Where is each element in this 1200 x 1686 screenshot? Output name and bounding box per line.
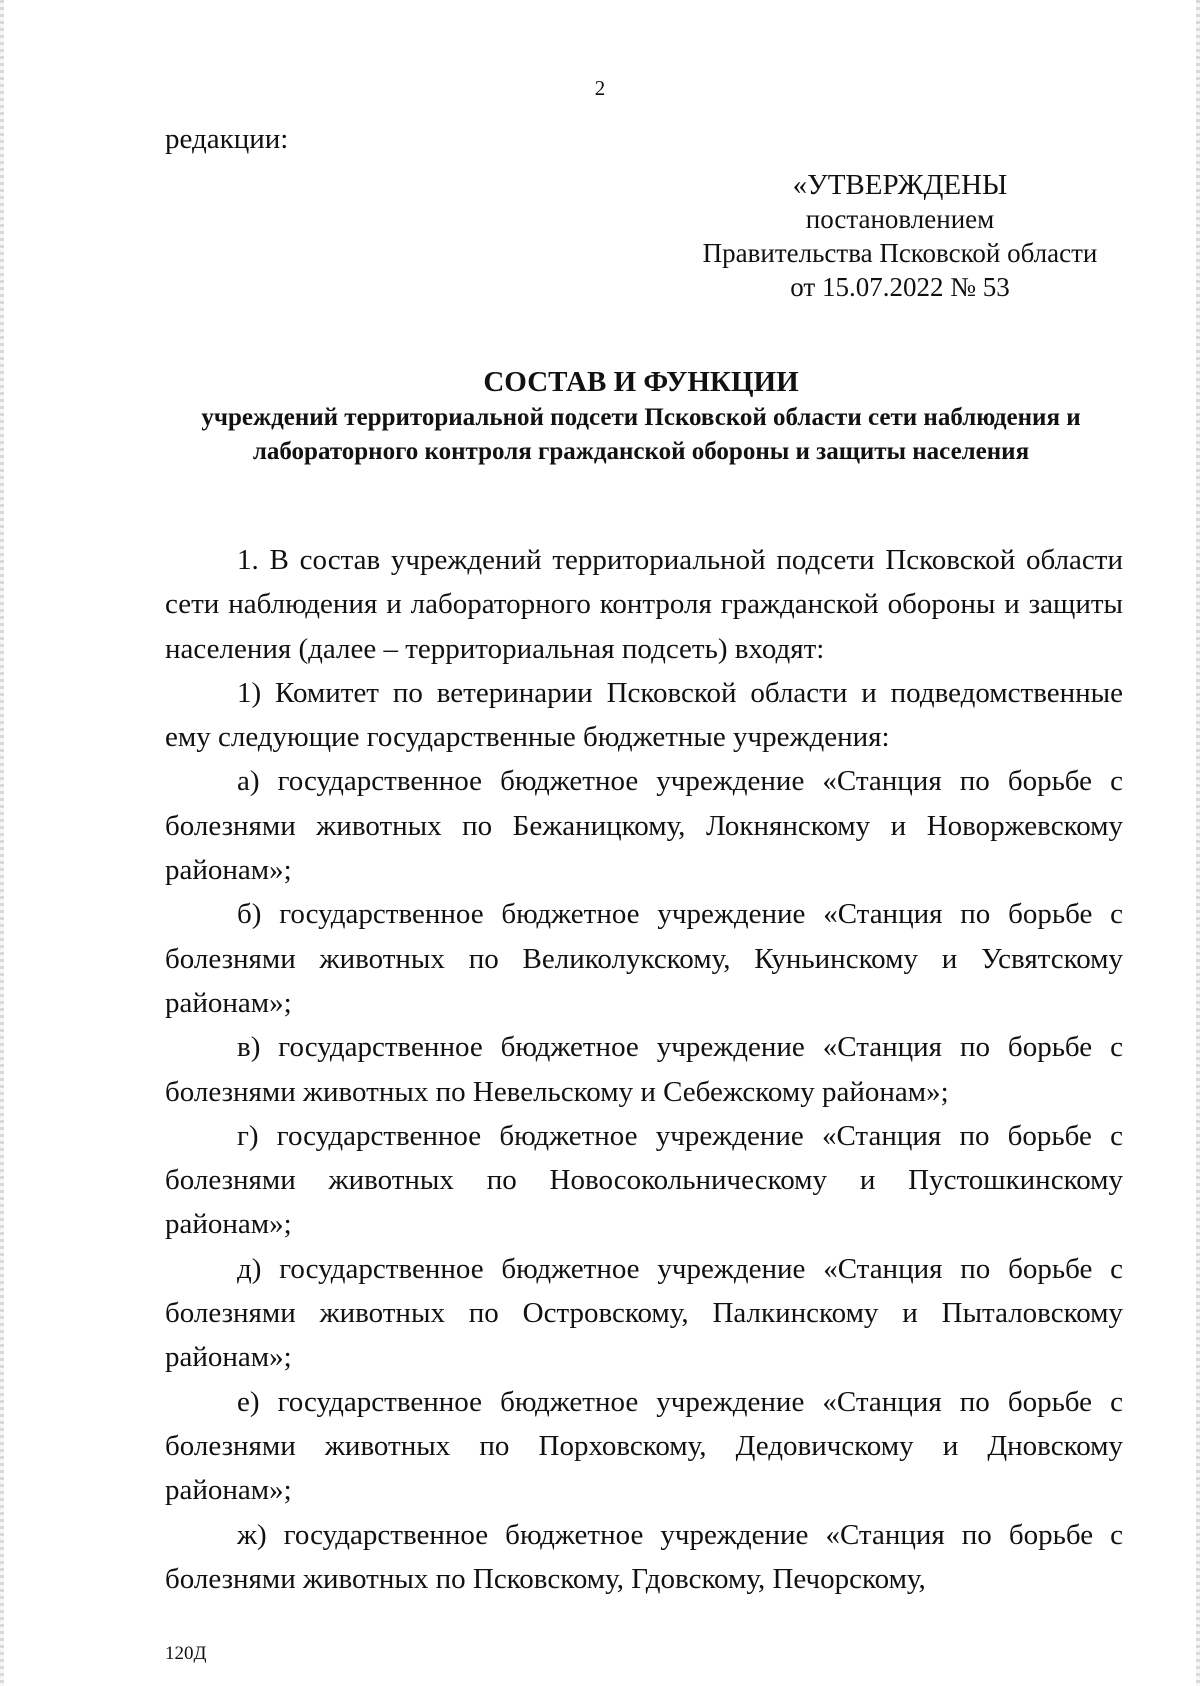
list-item-b: б) государственное бюджетное учреждение «Станция по борьбе с болезнями животных по Великолукскому, Куньинскому и Усвятскому районам»; [165,898,1123,1019]
scan-edge-right [1196,0,1200,1686]
list-item-g: г) государственное бюджетное учреждение «Станция по борьбе с болезнями животных по Новосокольническому и Пустошкинскому районам»; [165,1119,1123,1241]
approval-authority: Правительства Псковской области [702,238,1098,268]
page-number: 2 [594,76,606,100]
approval-heading: «УТВЕРЖДЕНЫ [792,169,1008,201]
list-item-a: а) государственное бюджетное учреждение «Станция по борьбе с болезнями животных по Бежаницкому, Локнянскому и Новоржевскому районам»; [165,765,1123,887]
approval-block [640,168,1160,304]
paragraph-committee: 1) Комитет по ветеринарии Псковской области и подведомственные ему следующие государственные бюджетные учреждения: [165,676,1123,754]
document-body [165,538,1123,1601]
approval-date-number: от 15.07.2022 № 53 [790,272,1010,302]
list-item-zh: ж) государственное бюджетное учреждение «Станция по борьбе с болезнями животных по Псковскому, Гдовскому, Печорскому, [165,1518,1123,1595]
intro-line: редакции: [165,123,289,155]
list-item-d: д) государственное бюджетное учреждение «Станция по борьбе с болезнями животных по Островскому, Палкинскому и Пыталовскому районам»; [165,1252,1123,1374]
scan-edge-left [0,0,4,1686]
paragraph-1: 1. В состав учреждений территориальной подсети Псковской области сети наблюдения и лабораторного контроля гражданской обороны и защиты населения (далее – территориальная подсеть) входят: [165,544,1123,665]
list-item-v: в) государственное бюджетное учреждение «Станция по борьбе с болезнями животных по Невельскому и Себежскому районам»; [165,1031,1123,1108]
document-title: СОСТАВ И ФУНКЦИИ [483,366,799,398]
document-subtitle: учреждений территориальной подсети Псковской области сети наблюдения и лабораторного контроля гражданской обороны и защиты населения [201,404,1081,465]
approval-by: постановлением [805,204,995,234]
footer-code: 120Д [165,1643,207,1664]
list-item-e: е) государственное бюджетное учреждение «Станция по борьбе с болезнями животных по Порховскому, Дедовичскому и Дновскому районам»; [165,1385,1123,1507]
